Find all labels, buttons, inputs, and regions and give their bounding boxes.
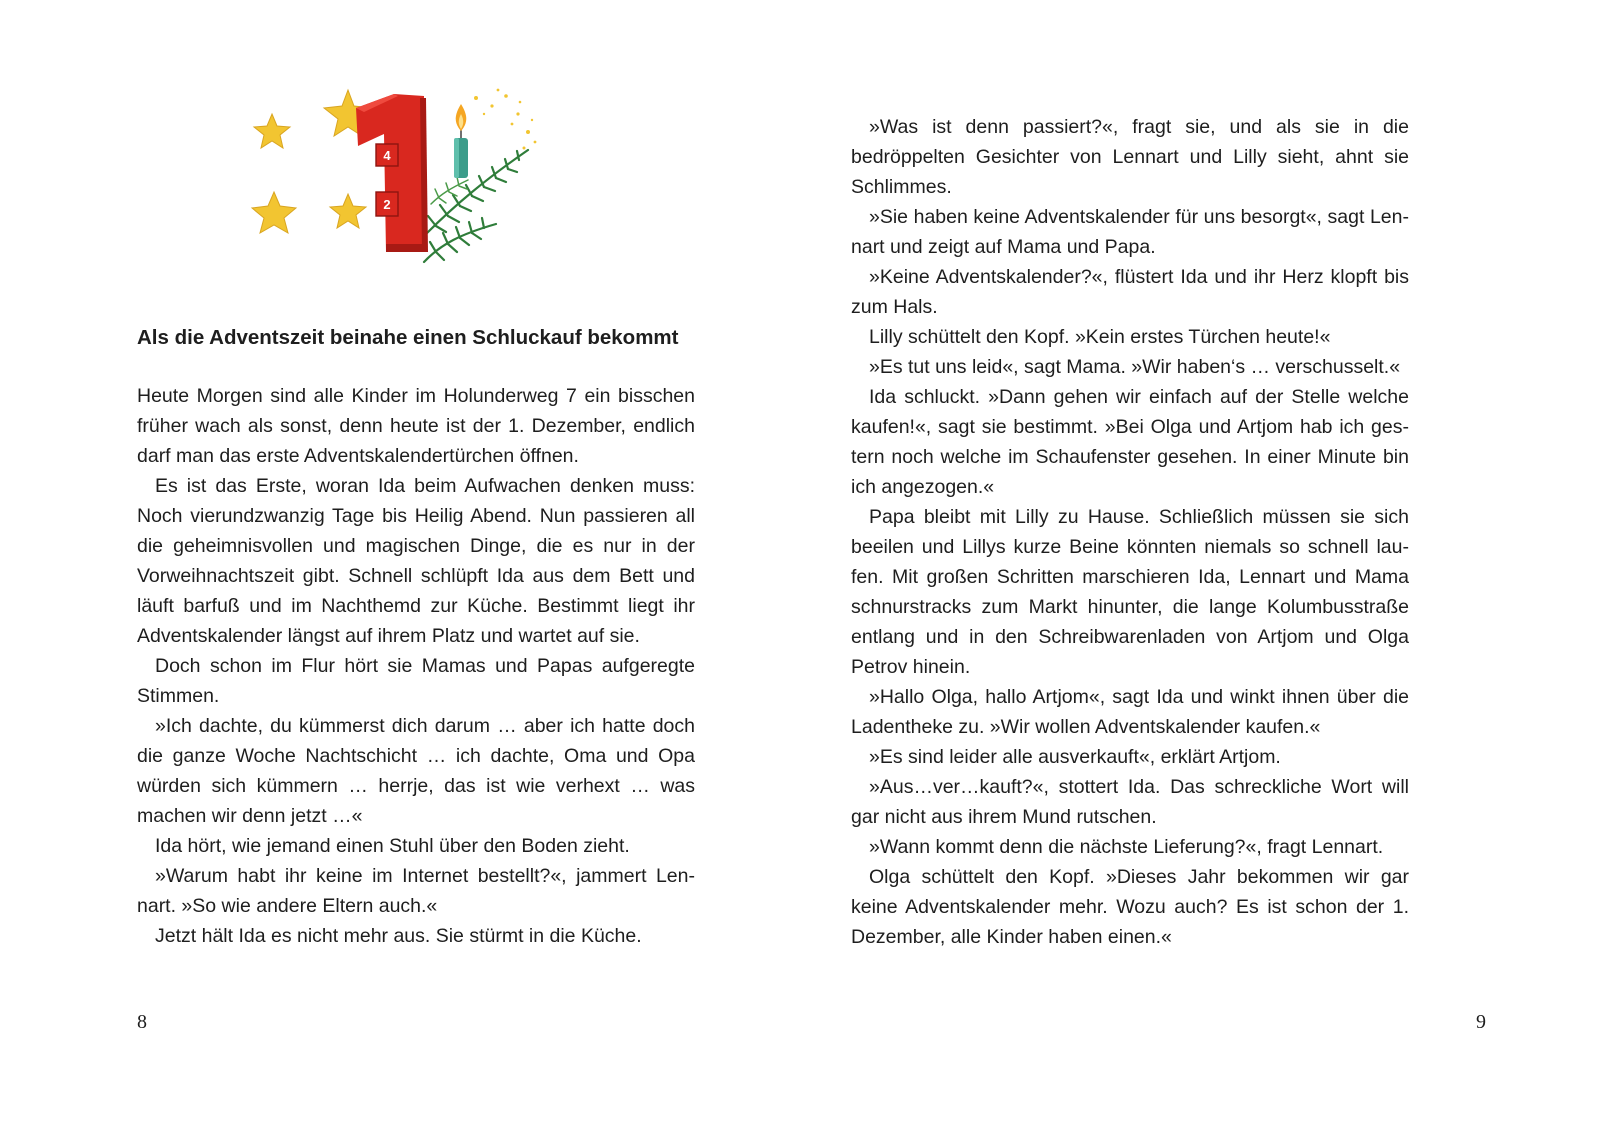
paragraph: »Was ist denn passiert?«, fragt sie, und als sie in die bedröppelten Gesichter von Lennart und Lilly sieht, ahnt sie Schlimmes.: [851, 116, 1409, 198]
paragraph: »Sie haben keine Adventskalender für uns besorgt«, sagt Lennart und zeigt auf Mama und Papa.: [851, 206, 1409, 258]
paragraph: »Aus…ver…kauft?«, stottert Ida. Das schreckliche Wort will gar nicht aus ihrem Mund rutschen.: [851, 776, 1409, 828]
star-icon: [252, 192, 296, 233]
right-page-body-section-1: [851, 112, 1409, 502]
star-icon: [330, 194, 366, 228]
paragraph: Heute Morgen sind alle Kinder im Holunderweg 7 ein bisschen früher wach als sonst, denn heute ist der 1. Dezember, endlich darf man das erste Adventskalendertürchen öffnen.: [137, 385, 695, 467]
advent-door-number: 2: [383, 197, 391, 212]
star-icon: [254, 114, 290, 148]
paragraph: Es ist das Erste, woran Ida beim Aufwachen denken muss: Noch vierundzwanzig Tage bis Heilig Abend. Nun passieren all die geheimnisvollen und magischen Dinge, die es nur in der Vorweihnachtszeit gibt. Schnell schlüpft Ida aus dem Bett und läuft barfuß und im Nachthemd zur Küche. Bestimmt liegt ihr Adventskalender längst auf ihrem Platz und wartet auf sie.: [137, 475, 695, 647]
paragraph: »Ich dachte, du kümmerst dich darum … aber ich hatte doch die ganze Woche Nachtschicht … ich dachte, Oma und Opa würden sich kümmern … herrje, das ist wie verhext … was machen wir denn jetzt …«: [137, 715, 695, 827]
paragraph: Papa bleibt mit Lilly zu Hause. Schließlich müssen sie sich beeilen und Lillys kurze Beine könnten niemals so schnell laufen. Mit großen Schritten marschieren Ida, Lennart und Mama schnurstracks zum Markt hinunter, die lange Kolumbusstraße entlang und in den Schreibwarenladen von Artjom und Olga Petrov hinein.: [851, 506, 1409, 678]
right-page: [800, 0, 1600, 1129]
paragraph: Jetzt hält Ida es nicht mehr aus. Sie stürmt in die Küche.: [155, 925, 642, 947]
paragraph: »Warum habt ihr keine im Internet bestellt?«, jammert Lennart. »So wie andere Eltern auch.«: [137, 865, 695, 917]
paragraph: Ida hört, wie jemand einen Stuhl über den Boden zieht.: [155, 835, 630, 857]
advent-door-number: 4: [383, 148, 391, 163]
page-number-left: 8: [137, 1011, 147, 1033]
chapter-title: Als die Adventszeit beinahe einen Schluckauf bekommt: [137, 326, 679, 349]
paragraph: »Keine Adventskalender?«, flüstert Ida und ihr Herz klopft bis zum Hals.: [851, 266, 1409, 318]
paragraph: Ida schluckt. »Dann gehen wir einfach auf der Stelle welche kaufen!«, sagt sie bestimmt. »Bei Olga und Artjom hab ich gestern noch welche im Schaufenster gesehen. In einer Minute bin ich angezogen.«: [851, 386, 1409, 498]
paragraph: Lilly schüttelt den Kopf. »Kein erstes Türchen heute!«: [869, 326, 1331, 348]
paragraph: Doch schon im Flur hört sie Mamas und Papas aufgeregte Stimmen.: [137, 655, 695, 707]
paragraph: »Hallo Olga, hallo Artjom«, sagt Ida und winkt ihnen über die Ladentheke zu. »Wir wollen Adventskalender kaufen.«: [851, 686, 1409, 738]
paragraph: Olga schüttelt den Kopf. »Dieses Jahr bekommen wir gar keine Adventskalender mehr. Wozu auch? Es ist schon der 1. Dezember, alle Kinder haben einen.«: [851, 866, 1409, 948]
left-page-body: [137, 381, 695, 951]
paragraph: »Es sind leider alle ausverkauft«, erklärt Artjom.: [869, 746, 1281, 768]
right-page-body-section-2: [851, 502, 1409, 952]
paragraph: »Es tut uns leid«, sagt Mama. »Wir haben‘s … verschusselt.«: [869, 356, 1401, 378]
advent-number-one-candle-illustration: [236, 84, 552, 274]
page-number-right: 9: [1476, 1011, 1486, 1033]
paragraph: »Wann kommt denn die nächste Lieferung?«, fragt Lennart.: [869, 836, 1384, 858]
number-one-icon: [356, 94, 426, 252]
